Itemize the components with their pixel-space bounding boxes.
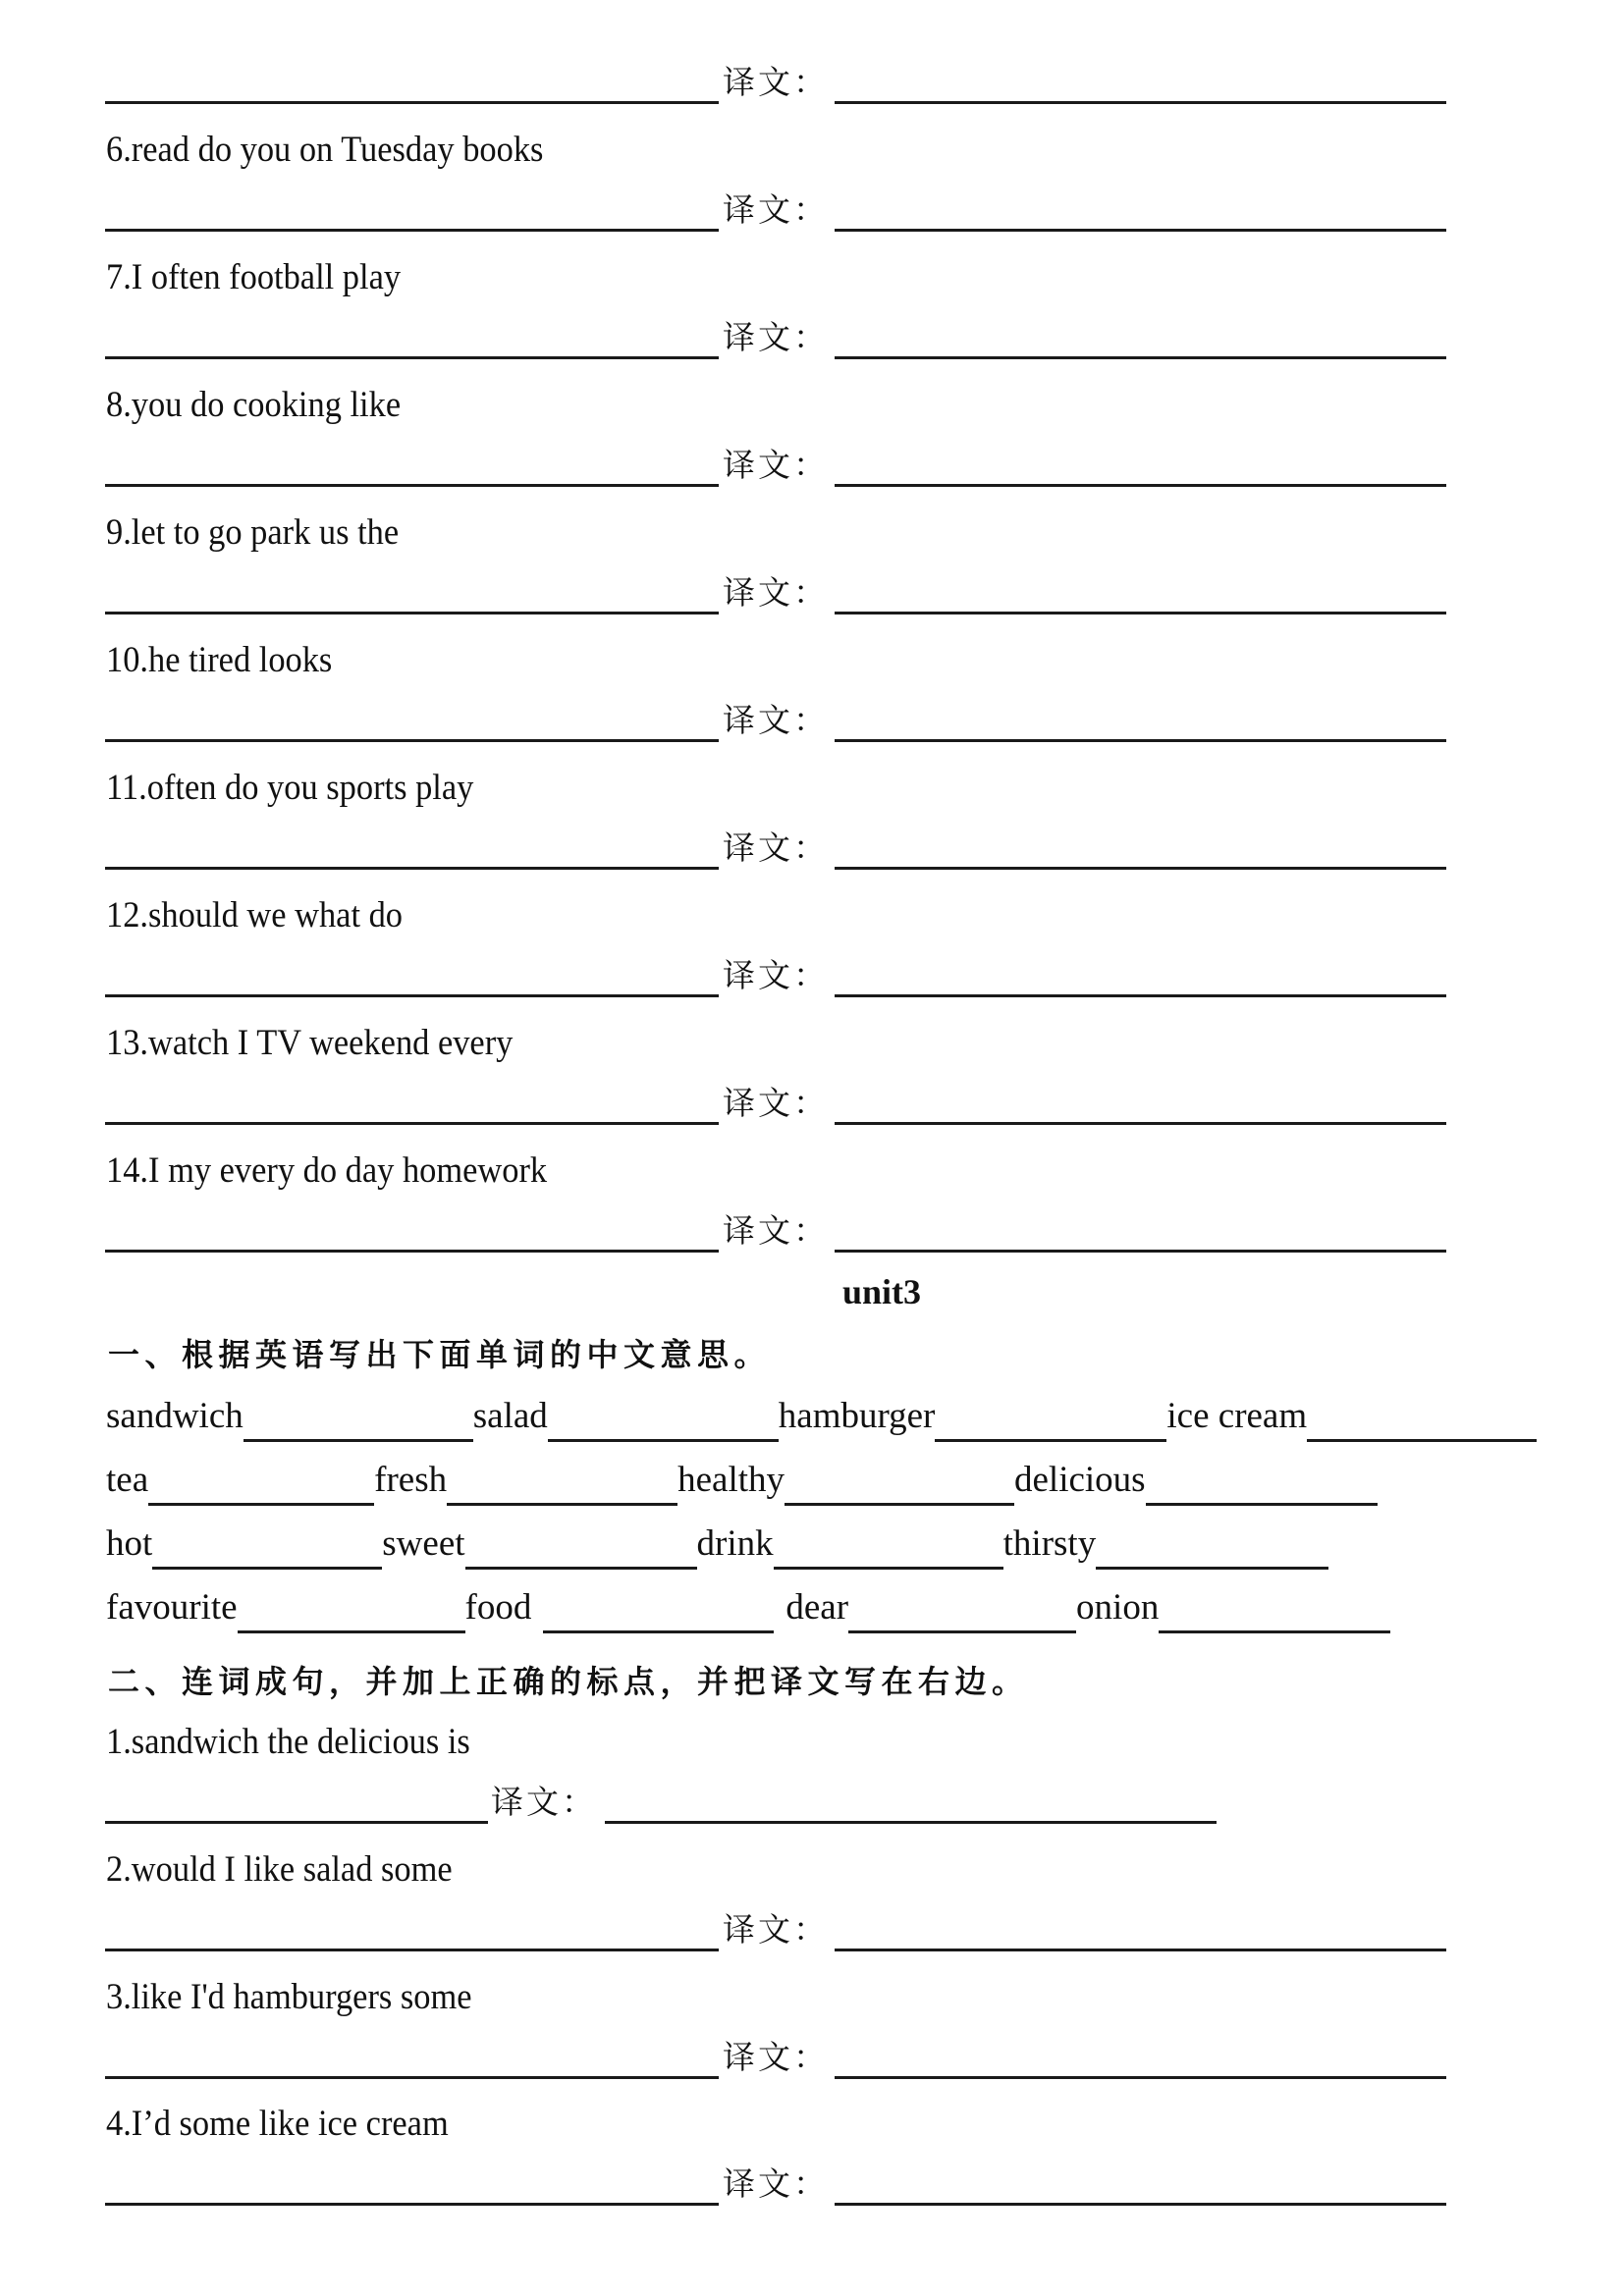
- answer-blank[interactable]: [105, 2203, 719, 2206]
- vocab-word: delicious: [1014, 1460, 1146, 1500]
- answer-blank[interactable]: [105, 484, 719, 487]
- vocab-row-1: [106, 1396, 1537, 1442]
- vocab-word: hamburger: [778, 1396, 936, 1436]
- answer-blank[interactable]: [105, 2076, 719, 2079]
- unit-title: unit3: [842, 1272, 922, 1311]
- sentence-prompt-14: 14.I my every do day homework: [106, 1150, 548, 1191]
- vocab-word: favourite: [106, 1587, 238, 1628]
- translation-blank[interactable]: [835, 484, 1446, 487]
- vocab-answer-blank[interactable]: [785, 1503, 1014, 1506]
- translation-label: 译文：: [723, 63, 829, 101]
- answer-blank[interactable]: [105, 867, 719, 870]
- translation-label: 译文：: [723, 446, 829, 484]
- vocab-answer-blank[interactable]: [244, 1439, 473, 1442]
- vocab-answer-blank[interactable]: [543, 1630, 774, 1633]
- sentence-prompt-10: 10.he tired looks: [106, 640, 333, 680]
- answer-blank[interactable]: [105, 612, 719, 614]
- vocab-word: fresh: [374, 1460, 448, 1500]
- vocab-answer-blank[interactable]: [1096, 1567, 1328, 1570]
- vocab-answer-blank[interactable]: [447, 1503, 677, 1506]
- vocab-answer-blank[interactable]: [935, 1439, 1166, 1442]
- vocab-word: thirsty: [1002, 1523, 1097, 1564]
- translation-blank[interactable]: [835, 1122, 1446, 1125]
- translation-blank[interactable]: [835, 1949, 1446, 1951]
- translation-label: 译文：: [723, 190, 829, 229]
- vocab-word: food: [464, 1587, 532, 1628]
- sentence-prompt-7: 7.I often football play: [106, 257, 402, 297]
- sentence-prompt-u3-2: 2.would I like salad some: [106, 1849, 453, 1890]
- vocab-word: tea: [106, 1460, 149, 1500]
- vocab-row-4: [106, 1587, 1390, 1633]
- vocab-word: hot: [106, 1523, 153, 1564]
- translation-label: 译文：: [723, 1910, 829, 1949]
- vocab-word: healthy: [677, 1460, 785, 1500]
- sentence-prompt-11: 11.often do you sports play: [106, 768, 474, 808]
- answer-blank[interactable]: [105, 1949, 719, 1951]
- translation-label: 译文：: [723, 318, 829, 356]
- translation-blank[interactable]: [835, 867, 1446, 870]
- translation-blank[interactable]: [835, 229, 1446, 232]
- sentence-prompt-9: 9.let to go park us the: [106, 512, 400, 553]
- answer-blank[interactable]: [105, 229, 719, 232]
- vocab-answer-blank[interactable]: [238, 1630, 465, 1633]
- answer-blank[interactable]: [105, 1250, 719, 1253]
- vocab-answer-blank[interactable]: [1146, 1503, 1378, 1506]
- translation-label: 译文：: [723, 956, 829, 994]
- vocab-row-2: [106, 1460, 1378, 1506]
- sentence-prompt-u3-1: 1.sandwich the delicious is: [106, 1722, 470, 1762]
- answer-blank[interactable]: [105, 356, 719, 359]
- section-heading-vocabulary: 一、根据英语写出下面单词的中文意思。: [108, 1336, 772, 1373]
- vocab-answer-blank[interactable]: [465, 1567, 697, 1570]
- vocab-word: ice cream: [1166, 1396, 1308, 1436]
- translation-blank[interactable]: [835, 994, 1446, 997]
- vocab-answer-blank[interactable]: [848, 1630, 1076, 1633]
- translation-blank[interactable]: [835, 2203, 1446, 2206]
- translation-blank[interactable]: [835, 356, 1446, 359]
- translation-blank[interactable]: [605, 1821, 1217, 1824]
- vocab-answer-blank[interactable]: [1159, 1630, 1390, 1633]
- vocab-word: drink: [696, 1523, 774, 1564]
- sentence-prompt-12: 12.should we what do: [106, 895, 404, 935]
- translation-blank[interactable]: [835, 1250, 1446, 1253]
- sentence-prompt-13: 13.watch I TV weekend every: [106, 1023, 514, 1063]
- translation-blank[interactable]: [835, 612, 1446, 614]
- vocab-answer-blank[interactable]: [1307, 1439, 1537, 1442]
- vocab-row-3: [106, 1523, 1328, 1570]
- translation-label: 译文：: [723, 2038, 829, 2076]
- vocab-answer-blank[interactable]: [774, 1567, 1003, 1570]
- vocab-word: sweet: [382, 1523, 465, 1564]
- translation-label: 译文：: [723, 1084, 829, 1122]
- translation-label: 译文：: [723, 1211, 829, 1250]
- answer-blank[interactable]: [105, 101, 719, 104]
- sentence-prompt-6: 6.read do you on Tuesday books: [106, 130, 544, 170]
- vocab-answer-blank[interactable]: [548, 1439, 779, 1442]
- section-heading-sentences: 二、连词成句，并加上正确的标点，并把译文写在右边。: [108, 1663, 1029, 1700]
- translation-blank[interactable]: [835, 2076, 1446, 2079]
- translation-label: 译文：: [723, 573, 829, 612]
- translation-blank[interactable]: [835, 739, 1446, 742]
- answer-blank[interactable]: [105, 1821, 488, 1824]
- vocab-answer-blank[interactable]: [148, 1503, 374, 1506]
- answer-blank[interactable]: [105, 739, 719, 742]
- translation-label: 译文：: [491, 1783, 597, 1821]
- sentence-prompt-u3-4: 4.I’d some like ice cream: [106, 2104, 449, 2144]
- answer-blank[interactable]: [105, 1122, 719, 1125]
- vocab-word: dear: [785, 1587, 849, 1628]
- answer-blank[interactable]: [105, 994, 719, 997]
- translation-label: 译文：: [723, 701, 829, 739]
- sentence-prompt-u3-3: 3.like I'd hamburgers some: [106, 1977, 472, 2017]
- vocab-word: salad: [472, 1396, 548, 1436]
- vocab-word: onion: [1076, 1587, 1160, 1628]
- vocab-word: sandwich: [106, 1396, 244, 1436]
- vocab-answer-blank[interactable]: [152, 1567, 382, 1570]
- sentence-prompt-8: 8.you do cooking like: [106, 385, 402, 425]
- translation-label: 译文：: [723, 828, 829, 867]
- translation-blank[interactable]: [835, 101, 1446, 104]
- translation-label: 译文：: [723, 2164, 829, 2203]
